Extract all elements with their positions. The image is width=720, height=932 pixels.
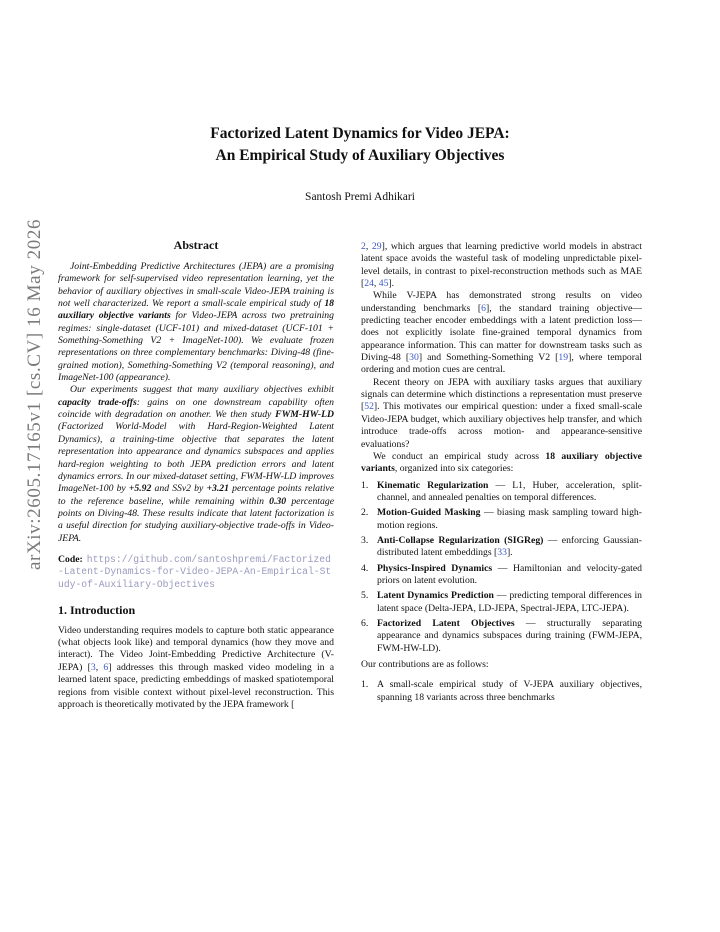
citation-link[interactable]: 6: [103, 661, 109, 673]
abstract-emph: 0.30: [269, 495, 287, 507]
right-column: [361, 241, 642, 707]
category-desc: ].: [506, 547, 513, 559]
category-list: [361, 480, 642, 655]
code-url-link[interactable]: https://github.com/santoshpremi/Factorized-Latent-Dynamics-for-Video-JEPA-An-Empirical-Study-of-Auxiliary-Objectives: [58, 553, 332, 590]
intro-text: ,: [373, 278, 379, 290]
list-number: 2.: [361, 507, 369, 519]
category-name: Physics-Inspired Dynamics: [377, 562, 493, 574]
citation-link[interactable]: 19: [558, 352, 569, 364]
category-desc: — biasing mask sampling toward high-motion regions.: [377, 507, 642, 531]
intro-paragraph-4: [361, 451, 642, 476]
contributions-intro: Our contributions are as follows:: [361, 659, 489, 670]
abstract-text: percentage points on Diving-48. These results indicate that latent factorization is a useful direction for studying auxiliary-objective trade-offs in Video-JEPA.: [58, 495, 334, 544]
citation-link[interactable]: 45: [378, 278, 389, 290]
intro-emph: 18 auxiliary objective variants: [361, 450, 642, 475]
citation-link[interactable]: 3: [90, 661, 96, 673]
category-name: Factorized Latent Objectives: [377, 617, 515, 629]
abstract-emph: 18 auxiliary objective variants: [58, 298, 334, 322]
list-item: [361, 590, 642, 615]
category-desc: — Hamiltonian and velocity-gated priors on latent evolution.: [377, 562, 642, 586]
section-heading-introduction: 1. Introduction: [58, 602, 136, 617]
category-desc: — predicting temporal differences in latent space (Delta-JEPA, LD-JEPA, Spectral-JEPA, LTC-JEPA).: [377, 590, 643, 614]
list-number: 4.: [361, 562, 369, 574]
category-desc: — L1, Huber, acceleration, split-channel, and annealed penalties on temporal differences.: [377, 479, 642, 503]
abstract-emph: capacity trade-offs: [58, 396, 137, 408]
citation-link[interactable]: 6: [481, 302, 486, 314]
code-link-row: [58, 554, 334, 591]
category-desc: — enforcing Gaussian-distributed latent embeddings [: [377, 534, 642, 559]
intro-paragraph-2: [361, 290, 642, 376]
citation-link[interactable]: 29: [371, 241, 382, 252]
intro-text: While V-JEPA has demonstrated strong results on video understanding benchmarks [: [361, 290, 642, 314]
intro-text: , organized into six categories:: [394, 463, 514, 475]
contribution-text: A small-scale empirical study of V-JEPA auxiliary objectives, spanning 18 variants across three benchmarks: [377, 679, 642, 703]
paper-title-line-1: Factorized Latent Dynamics for Video JEPA:: [210, 125, 510, 142]
intro-text: Recent theory on JEPA with auxiliary tasks argues that auxiliary signals can determine which distinctions a representation must preserve [: [361, 376, 642, 413]
citation-link[interactable]: 2: [361, 241, 366, 252]
list-item: [361, 507, 642, 532]
list-item: [361, 618, 642, 655]
list-number: 1.: [361, 479, 369, 491]
abstract-paragraph-2: [58, 384, 334, 544]
list-item: [361, 480, 642, 505]
category-name: Motion-Guided Masking: [377, 507, 481, 519]
intro-paragraph-1: [58, 625, 334, 711]
citation-link[interactable]: 52: [364, 401, 374, 413]
contribution-list: [361, 679, 642, 704]
abstract-text: percentage points relative to the reference baseline, while remaining within: [58, 483, 334, 507]
abstract-emph: FWM-HW-LD: [275, 409, 334, 421]
category-name: Latent Dynamics Prediction: [377, 590, 494, 602]
intro-text: ].: [388, 278, 395, 290]
intro-text: ,: [365, 241, 372, 252]
list-number: 6.: [361, 617, 369, 629]
abstract-text: : gains on one downstream capability often coincide with degradation on another. We then study: [58, 396, 334, 421]
abstract-text: Joint-Embedding Predictive Architectures (JEPA) are a promising framework for self-supervised video representation learning, yet the behavior of auxiliary objectives in small-scale Video-JEPA training is not well characterized. We report a small-scale empirical study of: [58, 261, 334, 310]
abstract-paragraph-1: [58, 261, 334, 384]
list-item: [361, 563, 642, 588]
code-label: Code:: [58, 553, 83, 565]
left-column: [58, 238, 334, 711]
list-item: [361, 679, 642, 704]
category-name: Kinematic Regularization: [377, 479, 489, 491]
paper-author: Santosh Premi Adhikari: [305, 191, 415, 203]
intro-paragraph-3: [361, 377, 642, 451]
intro-text: ], which argues that learning predictive world models in abstract latent space avoids the wasteful task of modeling unpredictable pixel-level details, in contrast to pixel-reconstruction methods such as MAE [: [361, 241, 643, 290]
intro-text: ], the standard training objective—predicting teacher encoder embeddings with a latent prediction loss—does not explicitly isolate fine-grained temporal dynamics from appearance information. This can matter for downstream tasks such as Diving-48 [: [361, 302, 642, 364]
intro-text: We conduct an empirical study across: [373, 450, 546, 462]
citation-link[interactable]: 33: [497, 547, 507, 559]
paper-title-line-2: An Empirical Study of Auxiliary Objectives: [215, 147, 505, 164]
abstract-heading: Abstract: [173, 238, 219, 252]
intro-text: Video understanding requires models to capture both static appearance (what objects look like) and temporal dynamics (how they move and interact). The Video Joint-Embedding Predictive Architecture (V-JEPA) [: [58, 624, 334, 673]
list-number: 1.: [361, 679, 369, 691]
intro-text: ,: [95, 661, 104, 673]
abstract-text: Our experiments suggest that many auxiliary objectives exhibit: [70, 384, 334, 396]
category-desc: — structurally separating appearance and dynamics subspaces during training (FWM-JEPA, FWM-HW-LD).: [377, 617, 642, 654]
abstract-emph: +5.92: [128, 483, 152, 495]
arxiv-stamp: arXiv:2605.17165v1 [cs.CV] 16 May 2026: [24, 218, 45, 570]
intro-text: ], where temporal ordering and motion cues are central.: [361, 352, 642, 376]
abstract-text: for Video-JEPA across two pretraining regimes: single-dataset (UCF-101) and mixed-dataset (UCF-101 + Something-Something V2 + ImageNet-100). We evaluate frozen representations on three complementary benchmarks: Diving-48 (fine-grained motion), Something-Something V2 (temporal reasoning), and ImageNet-100 (appearance).: [58, 310, 334, 384]
citation-link[interactable]: 30: [409, 352, 419, 364]
list-item: [361, 535, 642, 560]
abstract-text: and SSv2 by: [151, 483, 207, 495]
category-name: Anti-Collapse Regularization (SIGReg): [377, 534, 544, 546]
list-number: 3.: [361, 534, 369, 546]
abstract-text: (Factorized World-Model with Hard-Region-Weighted Latent Dynamics), a training-time objective that separates the latent representation into appearance and dynamics subspaces and applies hard-region weighting to both JEPA prediction errors and latent dynamics errors. In our mixed-dataset setting, FWM-HW-LD improves ImageNet-100 by: [58, 421, 334, 495]
intro-text: ] addresses this through masked video modeling in a learned latent space, predicting embeddings of masked spatiotemporal regions from visible context without pixel-level reconstruction. This approach is theoretically motivated by the JEPA framework [: [58, 661, 335, 710]
intro-text: ] and Something-Something V2 [: [418, 352, 559, 364]
list-number: 5.: [361, 590, 369, 602]
intro-paragraph-1-continued: [361, 241, 642, 290]
intro-text: ]. This motivates our empirical question: under a fixed small-scale Video-JEPA budget, which auxiliary objectives help transfer, and which introduce trade-offs across motion- and appearance-sensitive evaluations?: [361, 401, 642, 450]
abstract-emph: +3.21: [206, 483, 229, 495]
citation-link[interactable]: 24: [364, 278, 374, 290]
